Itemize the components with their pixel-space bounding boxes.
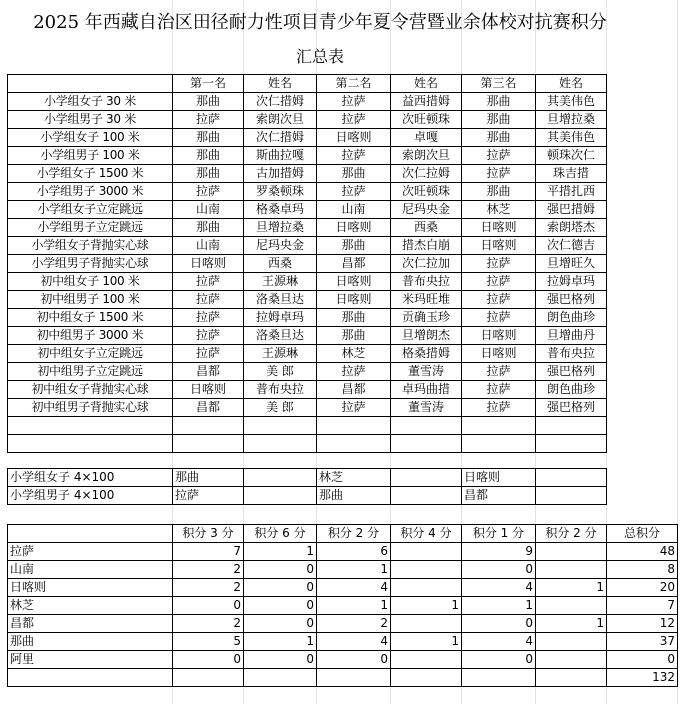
result-cell[interactable]: 昌都 bbox=[173, 363, 244, 381]
table-header-row bbox=[8, 75, 607, 93]
table-row bbox=[8, 129, 607, 147]
result-cell[interactable]: 拉萨 bbox=[173, 291, 244, 309]
result-cell[interactable]: 那曲 bbox=[173, 129, 244, 147]
empty-cell[interactable] bbox=[317, 435, 391, 453]
header-cell[interactable]: 积分 1 分 bbox=[462, 525, 536, 543]
empty-cell[interactable] bbox=[462, 669, 536, 687]
header-cell[interactable]: 积分 2 分 bbox=[536, 525, 607, 543]
result-cell[interactable]: 山南 bbox=[317, 201, 391, 219]
result-cell[interactable]: 贡确玉珍 bbox=[391, 309, 462, 327]
result-cell[interactable]: 拉萨 bbox=[462, 363, 536, 381]
result-cell[interactable]: 那曲 bbox=[173, 147, 244, 165]
result-cell[interactable] bbox=[244, 487, 317, 505]
table-row bbox=[8, 111, 607, 129]
result-cell[interactable]: 次仁德吉 bbox=[536, 237, 607, 255]
result-cell[interactable]: 古加措姆 bbox=[244, 165, 317, 183]
result-cell[interactable]: 旦增拉桑 bbox=[244, 219, 317, 237]
result-cell[interactable]: 日喀则 bbox=[462, 345, 536, 363]
score-cell[interactable]: 9 bbox=[462, 543, 536, 561]
result-cell[interactable]: 日喀则 bbox=[462, 237, 536, 255]
result-cell[interactable]: 日喀则 bbox=[317, 273, 391, 291]
header-cell[interactable]: 第一名 bbox=[173, 75, 244, 93]
result-cell[interactable]: 普布央拉 bbox=[536, 345, 607, 363]
score-cell[interactable] bbox=[391, 615, 462, 633]
score-cell[interactable]: 1 bbox=[244, 633, 317, 651]
table-row bbox=[8, 345, 607, 363]
score-cell[interactable]: 1 bbox=[391, 633, 462, 651]
score-cell[interactable]: 0 bbox=[462, 651, 536, 669]
event-cell[interactable]: 小学组女子 30 米 bbox=[8, 93, 173, 111]
result-cell[interactable]: 拉萨 bbox=[462, 255, 536, 273]
result-cell[interactable]: 那曲 bbox=[173, 165, 244, 183]
empty-cell[interactable] bbox=[8, 669, 173, 687]
result-cell[interactable]: 拉萨 bbox=[173, 487, 244, 505]
table-row bbox=[8, 273, 607, 291]
result-cell[interactable]: 拉萨 bbox=[173, 183, 244, 201]
empty-cell[interactable] bbox=[244, 669, 317, 687]
header-cell[interactable]: 积分 3 分 bbox=[173, 525, 244, 543]
result-cell[interactable]: 拉萨 bbox=[317, 183, 391, 201]
empty-cell[interactable] bbox=[536, 435, 607, 453]
score-cell[interactable]: 0 bbox=[173, 651, 244, 669]
table-row bbox=[8, 561, 678, 579]
score-cell[interactable]: 0 bbox=[244, 561, 317, 579]
header-cell[interactable]: 积分 6 分 bbox=[244, 525, 317, 543]
score-cell[interactable]: 7 bbox=[173, 543, 244, 561]
result-cell[interactable]: 次仁拉加 bbox=[391, 255, 462, 273]
result-cell[interactable]: 次仁措姆 bbox=[244, 93, 317, 111]
result-cell[interactable]: 旦增曲丹 bbox=[536, 327, 607, 345]
result-cell[interactable]: 拉萨 bbox=[173, 345, 244, 363]
score-cell[interactable]: 1 bbox=[536, 579, 607, 597]
result-cell[interactable]: 罗桑顿珠 bbox=[244, 183, 317, 201]
result-cell[interactable]: 西桑 bbox=[244, 255, 317, 273]
table-row bbox=[8, 417, 607, 435]
result-cell[interactable]: 其美伟色 bbox=[536, 93, 607, 111]
result-cell[interactable]: 拉萨 bbox=[462, 165, 536, 183]
empty-cell[interactable] bbox=[317, 417, 391, 435]
score-cell[interactable]: 20 bbox=[607, 579, 678, 597]
table-row bbox=[8, 597, 678, 615]
result-cell[interactable]: 拉姆卓玛 bbox=[244, 309, 317, 327]
score-cell[interactable] bbox=[536, 597, 607, 615]
result-cell[interactable]: 日喀则 bbox=[317, 291, 391, 309]
result-cell[interactable]: 那曲 bbox=[317, 237, 391, 255]
table-row bbox=[8, 651, 678, 669]
score-cell[interactable] bbox=[391, 543, 462, 561]
score-cell[interactable]: 12 bbox=[607, 615, 678, 633]
result-cell[interactable]: 昌都 bbox=[317, 255, 391, 273]
table-row bbox=[8, 399, 607, 417]
result-cell[interactable]: 那曲 bbox=[173, 93, 244, 111]
score-cell[interactable] bbox=[391, 561, 462, 579]
sheet-subtitle: 汇总表 bbox=[295, 47, 344, 66]
result-cell[interactable] bbox=[536, 469, 607, 487]
result-cell[interactable]: 次仁措姆 bbox=[244, 129, 317, 147]
empty-cell[interactable] bbox=[173, 435, 244, 453]
empty-cell[interactable] bbox=[173, 417, 244, 435]
result-cell[interactable]: 董雪涛 bbox=[391, 363, 462, 381]
event-cell[interactable]: 初中组男子 3000 米 bbox=[8, 327, 173, 345]
event-cell[interactable]: 小学组男子 30 米 bbox=[8, 111, 173, 129]
team-name-cell[interactable]: 拉萨 bbox=[8, 543, 173, 561]
header-cell[interactable]: 姓名 bbox=[391, 75, 462, 93]
result-cell[interactable]: 益西措姆 bbox=[391, 93, 462, 111]
result-cell[interactable]: 美 郎 bbox=[244, 399, 317, 417]
team-score-table bbox=[7, 524, 678, 687]
result-cell[interactable]: 那曲 bbox=[317, 165, 391, 183]
result-cell[interactable]: 珠吉措 bbox=[536, 165, 607, 183]
header-cell[interactable]: 总积分 bbox=[607, 525, 678, 543]
header-cell[interactable]: 第三名 bbox=[462, 75, 536, 93]
empty-cell[interactable] bbox=[391, 669, 462, 687]
result-cell[interactable]: 林芝 bbox=[462, 201, 536, 219]
score-cell[interactable]: 0 bbox=[317, 651, 391, 669]
score-cell[interactable]: 2 bbox=[173, 561, 244, 579]
result-cell[interactable]: 尼玛央金 bbox=[244, 237, 317, 255]
event-cell[interactable]: 初中组女子 1500 米 bbox=[8, 309, 173, 327]
result-cell[interactable]: 那曲 bbox=[173, 219, 244, 237]
result-cell[interactable]: 斯曲拉嘎 bbox=[244, 147, 317, 165]
result-cell[interactable]: 日喀则 bbox=[462, 327, 536, 345]
result-cell[interactable]: 林芝 bbox=[317, 469, 391, 487]
result-cell[interactable]: 日喀则 bbox=[317, 219, 391, 237]
score-cell[interactable]: 2 bbox=[173, 579, 244, 597]
event-cell[interactable]: 初中组男子 100 米 bbox=[8, 291, 173, 309]
result-cell[interactable]: 洛桑旦达 bbox=[244, 327, 317, 345]
result-cell[interactable]: 拉萨 bbox=[462, 273, 536, 291]
score-cell[interactable]: 1 bbox=[462, 597, 536, 615]
result-cell[interactable]: 那曲 bbox=[317, 309, 391, 327]
result-cell[interactable]: 那曲 bbox=[317, 327, 391, 345]
result-cell[interactable]: 拉萨 bbox=[173, 273, 244, 291]
empty-cell[interactable] bbox=[536, 669, 607, 687]
result-cell[interactable]: 拉萨 bbox=[462, 381, 536, 399]
result-cell[interactable]: 索朗塔杰 bbox=[536, 219, 607, 237]
score-cell[interactable]: 4 bbox=[317, 579, 391, 597]
result-cell[interactable]: 那曲 bbox=[462, 93, 536, 111]
result-cell[interactable]: 拉萨 bbox=[317, 93, 391, 111]
score-cell[interactable]: 4 bbox=[462, 579, 536, 597]
sheet-title: 2025 年西藏自治区田径耐力性项目青少年夏令营暨业余体校对抗赛积分 bbox=[33, 12, 607, 33]
empty-cell[interactable] bbox=[244, 435, 317, 453]
score-cell[interactable] bbox=[536, 543, 607, 561]
result-cell[interactable]: 顿珠次仁 bbox=[536, 147, 607, 165]
result-cell[interactable]: 拉萨 bbox=[317, 363, 391, 381]
result-cell[interactable]: 朗色曲珍 bbox=[536, 381, 607, 399]
result-cell[interactable]: 山南 bbox=[173, 201, 244, 219]
empty-cell[interactable] bbox=[462, 435, 536, 453]
result-cell[interactable]: 米玛旺堆 bbox=[391, 291, 462, 309]
result-cell[interactable]: 拉萨 bbox=[462, 147, 536, 165]
score-cell[interactable]: 1 bbox=[391, 597, 462, 615]
relay-results-table bbox=[7, 468, 607, 505]
table-row bbox=[8, 487, 607, 505]
result-cell[interactable]: 那曲 bbox=[317, 487, 391, 505]
score-cell[interactable]: 1 bbox=[317, 561, 391, 579]
score-cell[interactable]: 0 bbox=[244, 579, 317, 597]
table-row bbox=[8, 237, 607, 255]
result-cell[interactable]: 日喀则 bbox=[173, 381, 244, 399]
empty-cell[interactable] bbox=[8, 435, 173, 453]
result-cell[interactable]: 美 郎 bbox=[244, 363, 317, 381]
result-cell[interactable] bbox=[244, 469, 317, 487]
score-cell[interactable]: 2 bbox=[173, 615, 244, 633]
score-cell[interactable] bbox=[536, 651, 607, 669]
empty-cell[interactable] bbox=[244, 417, 317, 435]
result-cell[interactable]: 尼玛央金 bbox=[391, 201, 462, 219]
empty-cell[interactable] bbox=[317, 669, 391, 687]
result-cell[interactable]: 日喀则 bbox=[462, 469, 536, 487]
event-cell[interactable]: 初中组女子立定跳远 bbox=[8, 345, 173, 363]
result-cell[interactable]: 拉萨 bbox=[173, 111, 244, 129]
table-row bbox=[8, 579, 678, 597]
team-name-cell[interactable]: 阿里 bbox=[8, 651, 173, 669]
event-cell[interactable]: 小学组男子 100 米 bbox=[8, 147, 173, 165]
result-cell[interactable]: 拉萨 bbox=[317, 147, 391, 165]
table-row bbox=[8, 309, 607, 327]
result-cell[interactable]: 卓玛曲措 bbox=[391, 381, 462, 399]
event-cell[interactable]: 初中组男子背抛实心球 bbox=[8, 399, 173, 417]
result-cell[interactable]: 次旺顿珠 bbox=[391, 111, 462, 129]
result-cell[interactable]: 旦增拉桑 bbox=[536, 111, 607, 129]
result-cell[interactable]: 日喀则 bbox=[173, 255, 244, 273]
score-cell[interactable]: 0 bbox=[607, 651, 678, 669]
table-row bbox=[8, 291, 607, 309]
result-cell[interactable] bbox=[536, 487, 607, 505]
result-cell[interactable]: 那曲 bbox=[462, 111, 536, 129]
event-cell[interactable]: 初中组女子 100 米 bbox=[8, 273, 173, 291]
result-cell[interactable]: 强巴措姆 bbox=[536, 201, 607, 219]
result-cell[interactable]: 拉萨 bbox=[317, 111, 391, 129]
result-cell[interactable]: 拉萨 bbox=[462, 399, 536, 417]
score-cell[interactable]: 0 bbox=[462, 615, 536, 633]
score-cell[interactable] bbox=[536, 561, 607, 579]
table-row bbox=[8, 327, 607, 345]
empty-cell[interactable] bbox=[8, 417, 173, 435]
result-cell[interactable] bbox=[391, 469, 462, 487]
grand-total-cell[interactable]: 132 bbox=[607, 669, 678, 687]
result-cell[interactable]: 旦增朗杰 bbox=[391, 327, 462, 345]
result-cell[interactable]: 拉萨 bbox=[317, 399, 391, 417]
empty-cell[interactable] bbox=[536, 417, 607, 435]
result-cell[interactable]: 强巴格列 bbox=[536, 291, 607, 309]
result-cell[interactable]: 措杰白崩 bbox=[391, 237, 462, 255]
score-cell[interactable] bbox=[536, 633, 607, 651]
result-cell[interactable]: 西桑 bbox=[391, 219, 462, 237]
event-cell[interactable]: 小学组女子 100 米 bbox=[8, 129, 173, 147]
empty-cell[interactable] bbox=[391, 417, 462, 435]
score-cell[interactable]: 7 bbox=[607, 597, 678, 615]
score-cell[interactable]: 4 bbox=[462, 633, 536, 651]
table-row bbox=[8, 165, 607, 183]
result-cell[interactable]: 那曲 bbox=[462, 183, 536, 201]
score-cell[interactable]: 8 bbox=[607, 561, 678, 579]
team-name-cell[interactable]: 昌都 bbox=[8, 615, 173, 633]
empty-cell[interactable] bbox=[173, 669, 244, 687]
result-cell[interactable]: 王源琳 bbox=[244, 273, 317, 291]
result-cell[interactable]: 拉萨 bbox=[173, 327, 244, 345]
score-cell[interactable]: 37 bbox=[607, 633, 678, 651]
individual-results-table bbox=[7, 74, 607, 453]
result-cell[interactable]: 平措扎西 bbox=[536, 183, 607, 201]
score-cell[interactable]: 0 bbox=[462, 561, 536, 579]
result-cell[interactable]: 昌都 bbox=[317, 381, 391, 399]
event-cell[interactable]: 小学组男子背抛实心球 bbox=[8, 255, 173, 273]
score-cell[interactable]: 6 bbox=[317, 543, 391, 561]
header-cell[interactable]: 第二名 bbox=[317, 75, 391, 93]
score-cell[interactable] bbox=[391, 579, 462, 597]
table-row bbox=[8, 363, 607, 381]
score-cell[interactable]: 48 bbox=[607, 543, 678, 561]
result-cell[interactable]: 林芝 bbox=[317, 345, 391, 363]
event-cell[interactable]: 小学组女子 1500 米 bbox=[8, 165, 173, 183]
event-cell[interactable]: 小学组男子 3000 米 bbox=[8, 183, 173, 201]
event-cell[interactable]: 初中组男子立定跳远 bbox=[8, 363, 173, 381]
result-cell[interactable]: 王源琳 bbox=[244, 345, 317, 363]
table-row bbox=[8, 183, 607, 201]
result-cell[interactable]: 拉姆卓玛 bbox=[536, 273, 607, 291]
header-cell[interactable]: 姓名 bbox=[244, 75, 317, 93]
result-cell[interactable]: 其美伟色 bbox=[536, 129, 607, 147]
result-cell[interactable]: 强巴格列 bbox=[536, 399, 607, 417]
score-cell[interactable]: 1 bbox=[536, 615, 607, 633]
table-header-row bbox=[8, 525, 678, 543]
event-cell[interactable]: 小学组女子背抛实心球 bbox=[8, 237, 173, 255]
result-cell[interactable]: 董雪涛 bbox=[391, 399, 462, 417]
result-cell[interactable]: 朗色曲珍 bbox=[536, 309, 607, 327]
table-row bbox=[8, 633, 678, 651]
table-row bbox=[8, 615, 678, 633]
result-cell[interactable]: 普布央拉 bbox=[391, 273, 462, 291]
event-cell[interactable]: 小学组男子 4×100 bbox=[8, 487, 173, 505]
header-cell[interactable] bbox=[8, 525, 173, 543]
result-cell[interactable]: 格桑措姆 bbox=[391, 345, 462, 363]
team-name-cell[interactable]: 山南 bbox=[8, 561, 173, 579]
result-cell[interactable]: 次旺顿珠 bbox=[391, 183, 462, 201]
result-cell[interactable]: 山南 bbox=[173, 237, 244, 255]
result-cell[interactable]: 那曲 bbox=[173, 469, 244, 487]
result-cell[interactable]: 旦增旺久 bbox=[536, 255, 607, 273]
result-cell[interactable]: 普布央拉 bbox=[244, 381, 317, 399]
event-cell[interactable]: 小学组女子立定跳远 bbox=[8, 201, 173, 219]
table-row bbox=[8, 93, 607, 111]
table-row bbox=[8, 201, 607, 219]
table-row bbox=[8, 435, 607, 453]
result-cell[interactable]: 昌都 bbox=[462, 487, 536, 505]
score-cell[interactable]: 1 bbox=[317, 597, 391, 615]
event-cell[interactable]: 初中组女子背抛实心球 bbox=[8, 381, 173, 399]
result-cell[interactable]: 日喀则 bbox=[462, 219, 536, 237]
table-row bbox=[8, 219, 607, 237]
result-cell[interactable]: 日喀则 bbox=[317, 129, 391, 147]
team-name-cell[interactable]: 林芝 bbox=[8, 597, 173, 615]
score-cell[interactable]: 0 bbox=[173, 597, 244, 615]
table-row bbox=[8, 381, 607, 399]
header-cell[interactable]: 姓名 bbox=[536, 75, 607, 93]
result-cell[interactable]: 强巴格列 bbox=[536, 363, 607, 381]
score-cell[interactable]: 0 bbox=[244, 597, 317, 615]
table-row bbox=[8, 469, 607, 487]
empty-cell[interactable] bbox=[391, 435, 462, 453]
score-cell[interactable]: 0 bbox=[244, 615, 317, 633]
score-cell[interactable]: 0 bbox=[244, 651, 317, 669]
result-cell[interactable]: 索朗次旦 bbox=[391, 147, 462, 165]
score-cell[interactable]: 4 bbox=[317, 633, 391, 651]
header-cell[interactable]: 积分 4 分 bbox=[391, 525, 462, 543]
event-cell[interactable]: 小学组男子立定跳远 bbox=[8, 219, 173, 237]
table-row bbox=[8, 543, 678, 561]
score-cell[interactable]: 1 bbox=[244, 543, 317, 561]
result-cell[interactable]: 格桑卓玛 bbox=[244, 201, 317, 219]
result-cell[interactable]: 拉萨 bbox=[462, 291, 536, 309]
result-cell[interactable]: 拉萨 bbox=[173, 309, 244, 327]
score-cell[interactable]: 5 bbox=[173, 633, 244, 651]
team-name-cell[interactable]: 日喀则 bbox=[8, 579, 173, 597]
result-cell[interactable]: 洛桑旦达 bbox=[244, 291, 317, 309]
result-cell[interactable]: 拉萨 bbox=[462, 309, 536, 327]
header-cell[interactable]: 积分 2 分 bbox=[317, 525, 391, 543]
result-cell[interactable]: 卓嘎 bbox=[391, 129, 462, 147]
result-cell[interactable]: 次仁拉姆 bbox=[391, 165, 462, 183]
table-row bbox=[8, 255, 607, 273]
score-cell[interactable] bbox=[391, 651, 462, 669]
header-cell[interactable] bbox=[8, 75, 173, 93]
team-name-cell[interactable]: 那曲 bbox=[8, 633, 173, 651]
result-cell[interactable]: 那曲 bbox=[462, 129, 536, 147]
empty-cell[interactable] bbox=[462, 417, 536, 435]
score-cell[interactable]: 2 bbox=[317, 615, 391, 633]
table-row bbox=[8, 669, 678, 687]
result-cell[interactable] bbox=[391, 487, 462, 505]
table-row bbox=[8, 147, 607, 165]
result-cell[interactable]: 昌都 bbox=[173, 399, 244, 417]
result-cell[interactable]: 索朗次旦 bbox=[244, 111, 317, 129]
event-cell[interactable]: 小学组女子 4×100 bbox=[8, 469, 173, 487]
